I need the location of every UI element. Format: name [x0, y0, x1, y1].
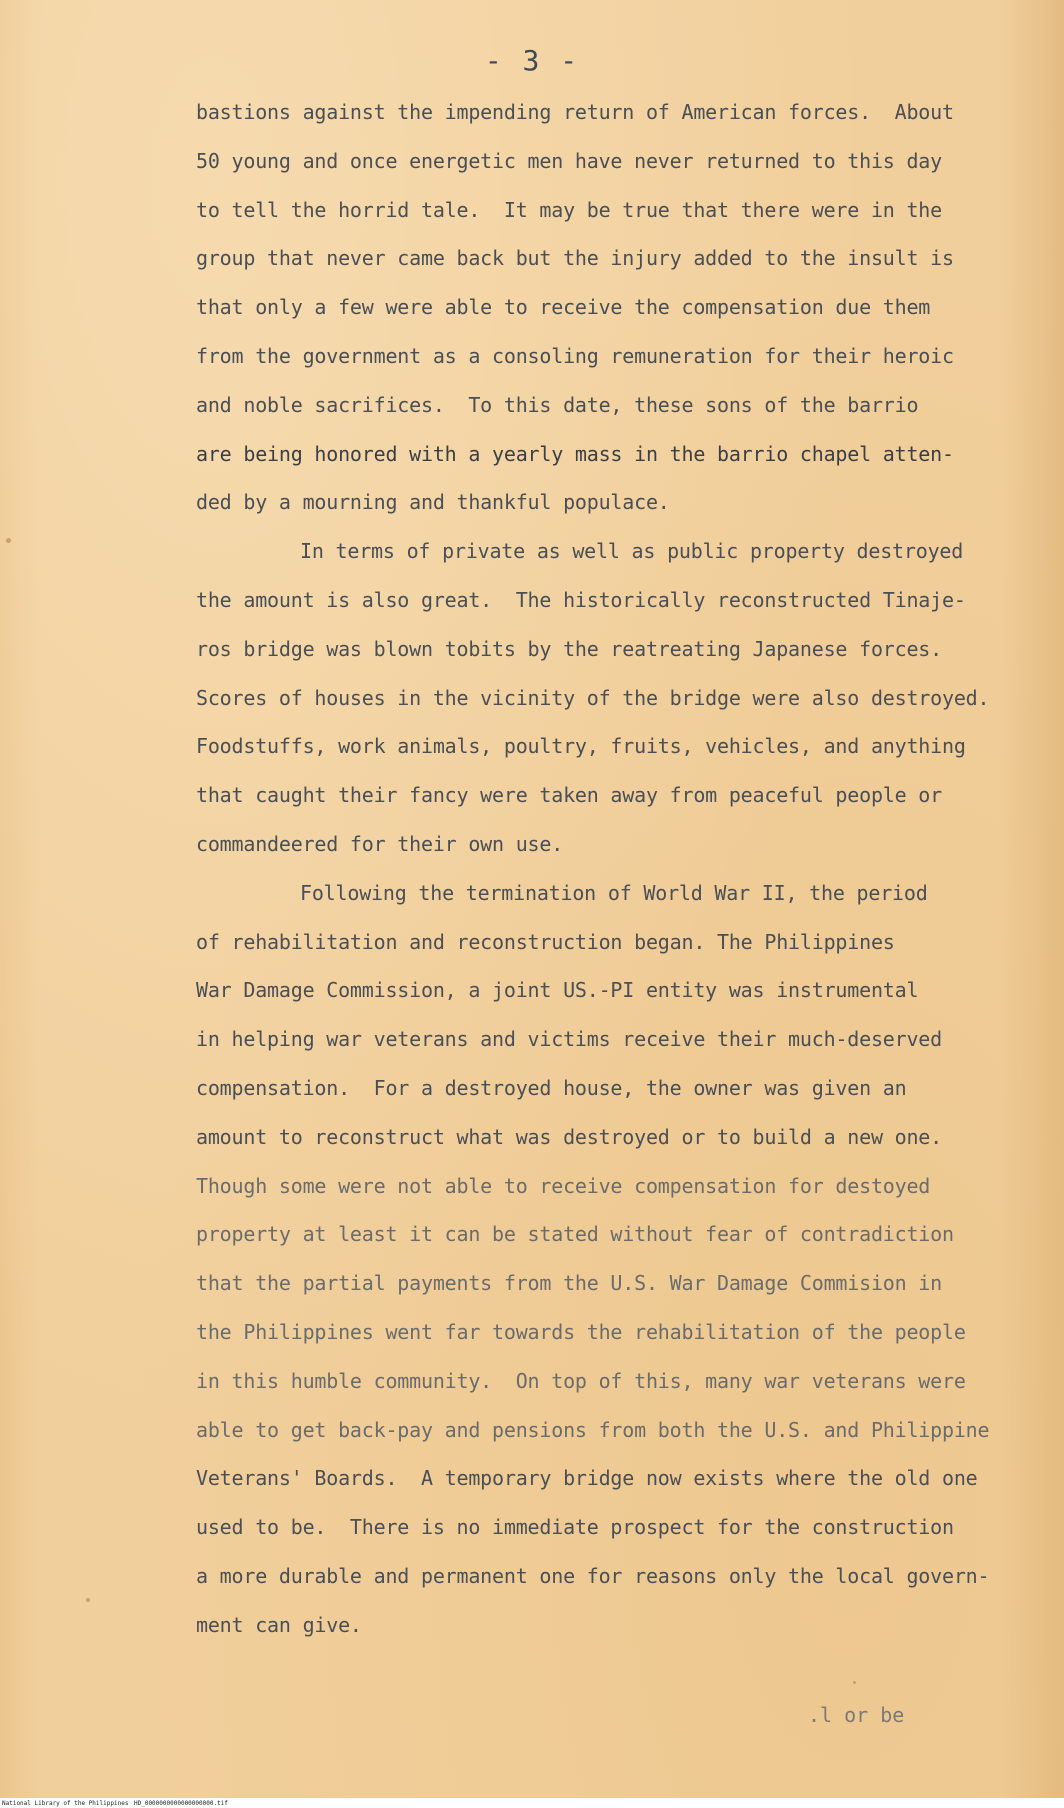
paper-speck	[853, 1681, 856, 1684]
footer-file: HD_0000000000000000000.tif	[134, 1800, 228, 1807]
text-line: War Damage Commission, a joint US.-PI entity was instrumental	[196, 978, 919, 1003]
text-line: of rehabilitation and reconstruction began. The Philippines	[196, 929, 895, 954]
text-line: ros bridge was blown tobits by the reatreating Japanese forces.	[196, 636, 942, 661]
footer-archive: National Library of the Philippines	[2, 1800, 129, 1807]
text-line: Foodstuffs, work animals, poultry, fruits, vehicles, and anything	[196, 734, 966, 759]
text-line: in helping war veterans and victims receive their much-deserved	[196, 1027, 942, 1052]
text-line: ded by a mourning and thankful populace.	[196, 490, 670, 515]
text-line: that caught their fancy were taken away from peaceful people or	[196, 783, 942, 808]
text-line: property at least it can be stated without fear of contradiction	[196, 1222, 954, 1247]
text-line: 50 young and once energetic men have never returned to this day	[196, 148, 942, 173]
text-line: the amount is also great. The historically reconstructed Tinaje-	[196, 587, 966, 612]
paragraph-1	[196, 97, 1016, 536]
text-line: amount to reconstruct what was destroyed or to build a new one.	[196, 1124, 942, 1149]
text-line: from the government as a consoling remuneration for their heroic	[196, 343, 954, 368]
text-line: Scores of houses in the vicinity of the bridge were also destroyed.	[196, 685, 990, 710]
text-line: Veterans' Boards. A temporary bridge now exists where the old one	[196, 1466, 978, 1491]
text-line: In terms of private as well as public property destroyed	[300, 539, 964, 564]
page-number: - 3 -	[484, 44, 580, 77]
text-line: Though some were not able to receive compensation for destoyed	[196, 1173, 931, 1198]
text-line: to tell the horrid tale. It may be true that there were in the	[196, 197, 942, 222]
text-line: bastions against the impending return of American forces. About	[196, 100, 954, 124]
text-line: commandeered for their own use.	[196, 831, 564, 856]
text-line: compensation. For a destroyed house, the owner was given an	[196, 1075, 907, 1100]
text-line: that only a few were able to receive the compensation due them	[196, 295, 931, 320]
paragraph-2	[196, 536, 1016, 878]
body-text	[196, 97, 1016, 1659]
text-line: and noble sacrifices. To this date, these sons of the barrio	[196, 392, 919, 417]
paragraph-3	[196, 878, 1016, 1659]
text-line: the Philippines went far towards the rehabilitation of the people	[196, 1319, 966, 1344]
text-line: in this humble community. On top of this, many war veterans were	[196, 1368, 966, 1393]
text-line: are being honored with a yearly mass in the barrio chapel atten-	[196, 441, 954, 466]
text-line: a more durable and permanent one for reasons only the local govern-	[196, 1563, 990, 1588]
text-line: group that never came back but the injury added to the insult is	[196, 246, 954, 271]
text-line: ment can give.	[196, 1612, 362, 1637]
scan-footer	[0, 1798, 1064, 1808]
paper-speck	[6, 538, 11, 543]
text-line: able to get back-pay and pensions from both the U.S. and Philippine	[196, 1417, 990, 1442]
bottom-note: .l or be	[808, 1703, 905, 1727]
text-line: that the partial payments from the U.S. War Damage Commision in	[196, 1271, 942, 1296]
text-line: Following the termination of World War II, the period	[300, 880, 928, 905]
paper-speck	[86, 1598, 90, 1602]
text-line: used to be. There is no immediate prospect for the construction	[196, 1515, 954, 1540]
